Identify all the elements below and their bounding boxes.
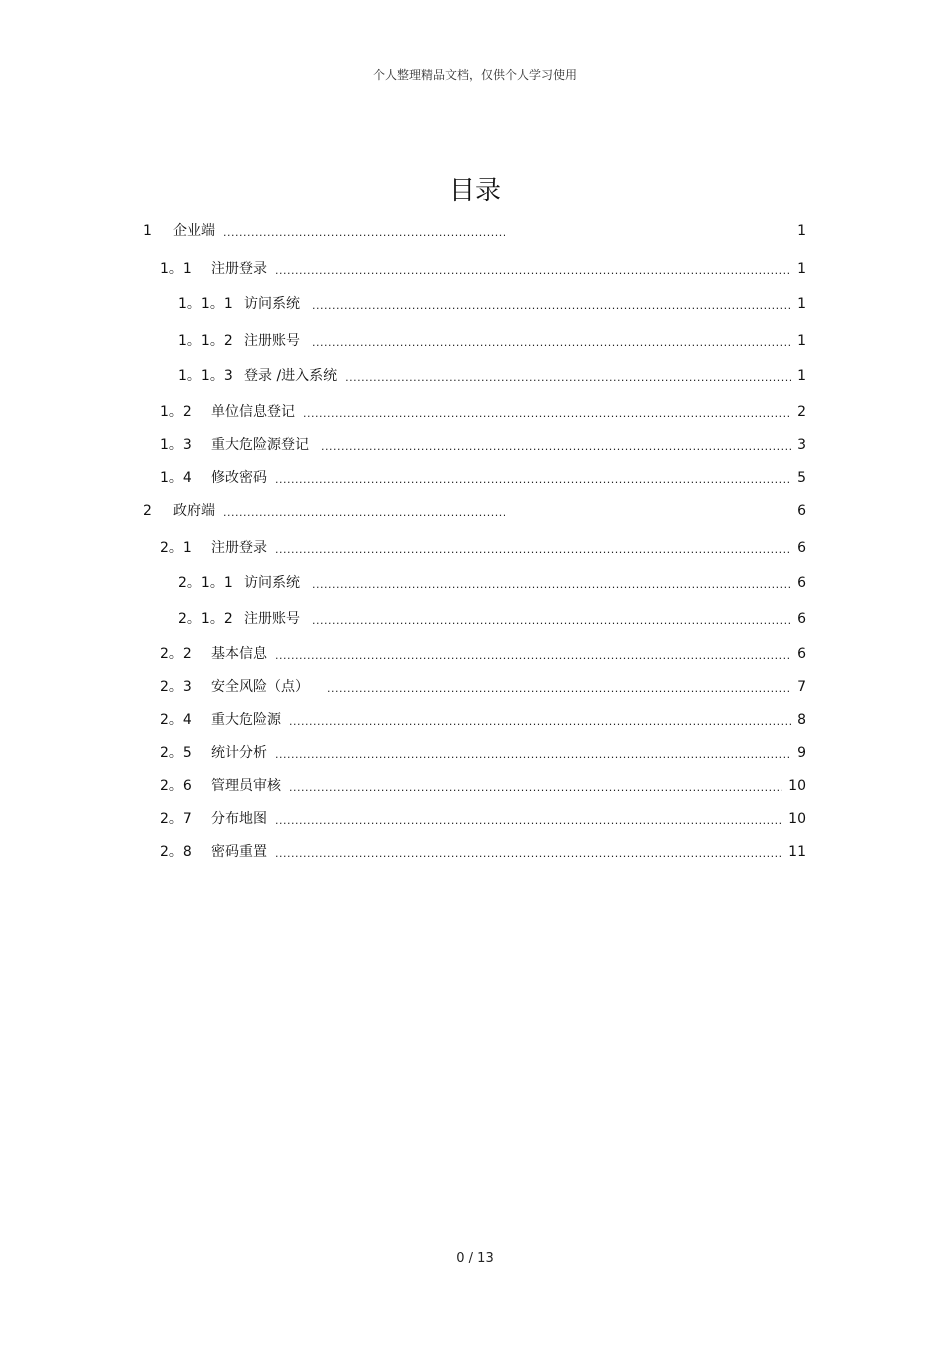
toc-entry-level2[interactable]: [160, 773, 806, 795]
toc-leader-dots: [312, 295, 791, 313]
toc-text: 统计分析: [211, 745, 267, 761]
toc-number: 2。3: [160, 679, 192, 695]
page-header: 个人整理精品文档，仅供个人学习使用: [372, 68, 577, 82]
toc-page-number: 1: [797, 368, 806, 384]
toc-text: 访问系统: [244, 296, 300, 312]
toc-leader-dots: [327, 678, 791, 696]
toc-page-number: 6: [797, 646, 806, 662]
toc-number: 2。1: [160, 540, 192, 556]
toc-text: 基本信息: [211, 646, 267, 662]
toc-leader-dots: [275, 810, 782, 828]
toc-number: 2: [143, 503, 152, 519]
page-indicator: 0 / 13: [456, 1251, 494, 1266]
toc-page-number: 1: [797, 296, 806, 312]
toc-text: 访问系统: [244, 575, 300, 591]
toc-leader-dots: [275, 843, 782, 861]
toc-text: 注册登录: [211, 540, 267, 556]
toc-text: 修改密码: [211, 470, 267, 486]
toc-leader-dots: [275, 469, 791, 487]
toc-entry-level3[interactable]: [178, 291, 806, 313]
toc-entry-level2[interactable]: [160, 806, 806, 828]
toc-leader-dots: [312, 574, 791, 592]
toc-number: 2。6: [160, 778, 192, 794]
toc-leader-dots: [223, 502, 505, 520]
toc-text: 重大危险源登记: [211, 437, 309, 453]
toc-entry-level3[interactable]: [178, 570, 806, 592]
toc-number: 1。1。2: [178, 333, 233, 349]
toc-number: 2。1。2: [178, 611, 233, 627]
toc-text: 管理员审核: [211, 778, 281, 794]
toc-entry-level2[interactable]: [160, 641, 806, 663]
toc-text: 密码重置: [211, 844, 267, 860]
toc-entry-level2[interactable]: [160, 432, 806, 454]
toc-entry-level2[interactable]: [160, 465, 806, 487]
toc-page-number: 3: [797, 437, 806, 453]
toc-text: 注册登录: [211, 261, 267, 277]
toc-page-number: 6: [797, 575, 806, 591]
toc-number: 1。2: [160, 404, 192, 420]
toc-leader-dots: [303, 403, 791, 421]
toc-entry-level2[interactable]: [160, 256, 806, 278]
toc-number: 1。1: [160, 261, 192, 277]
toc-number: 2。7: [160, 811, 192, 827]
toc-number: 2。1。1: [178, 575, 233, 591]
toc-text: 安全风险（点）: [211, 679, 309, 695]
toc-text: 登录 /进入系统: [244, 368, 338, 384]
toc-number: 1。3: [160, 437, 192, 453]
toc-leader-dots: [223, 222, 505, 240]
toc-page-number: 10: [788, 811, 806, 827]
toc-page-number: 2: [797, 404, 806, 420]
toc-text: 注册账号: [244, 333, 300, 349]
toc-number: 2。8: [160, 844, 192, 860]
toc-number: 2。5: [160, 745, 192, 761]
toc-entry-level2[interactable]: [160, 707, 806, 729]
toc-page-number: 10: [788, 778, 806, 794]
toc-page-number: 1: [797, 223, 806, 239]
toc-page-number: 6: [797, 540, 806, 556]
toc-page-number: 6: [797, 611, 806, 627]
toc-page-number: 6: [797, 503, 806, 519]
toc-text: 分布地图: [211, 811, 267, 827]
toc-page-number: 1: [797, 261, 806, 277]
toc-entry-level2[interactable]: [160, 839, 806, 861]
toc-page-number: 7: [797, 679, 806, 695]
toc-entry-level2[interactable]: [160, 535, 806, 557]
toc-leader-dots: [289, 711, 791, 729]
toc-leader-dots: [321, 436, 791, 454]
toc-entry-level2[interactable]: [160, 674, 806, 696]
toc-title: 目录: [448, 176, 501, 206]
toc-entry-level2[interactable]: [160, 740, 806, 762]
toc-text: 政府端: [173, 503, 215, 519]
toc-leader-dots: [312, 332, 791, 350]
toc-page-number: 11: [788, 844, 806, 860]
toc-entry-level2[interactable]: [160, 399, 806, 421]
toc-number: 2。4: [160, 712, 192, 728]
toc-number: 1: [143, 223, 152, 239]
toc-page-number: 9: [797, 745, 806, 761]
toc-leader-dots: [275, 260, 791, 278]
toc-number: 1。1。3: [178, 368, 233, 384]
toc-page-number: 5: [797, 470, 806, 486]
toc-entry-level1[interactable]: [143, 218, 806, 240]
toc-page-number: 8: [797, 712, 806, 728]
toc-entry-level1[interactable]: [143, 498, 806, 520]
toc-leader-dots: [345, 367, 791, 385]
toc-page-number: 1: [797, 333, 806, 349]
toc-number: 2。2: [160, 646, 192, 662]
toc-number: 1。4: [160, 470, 192, 486]
toc-leader-dots: [289, 777, 782, 795]
toc-entry-level3[interactable]: [178, 606, 806, 628]
toc-leader-dots: [275, 645, 791, 663]
toc-entry-level3[interactable]: [178, 363, 806, 385]
toc-entry-level3[interactable]: [178, 328, 806, 350]
toc-text: 注册账号: [244, 611, 300, 627]
toc-leader-dots: [275, 539, 791, 557]
toc-leader-dots: [275, 744, 791, 762]
toc-text: 企业端: [173, 223, 215, 239]
toc-text: 重大危险源: [211, 712, 281, 728]
toc-number: 1。1。1: [178, 296, 233, 312]
toc-leader-dots: [312, 610, 791, 628]
toc-text: 单位信息登记: [211, 404, 295, 420]
